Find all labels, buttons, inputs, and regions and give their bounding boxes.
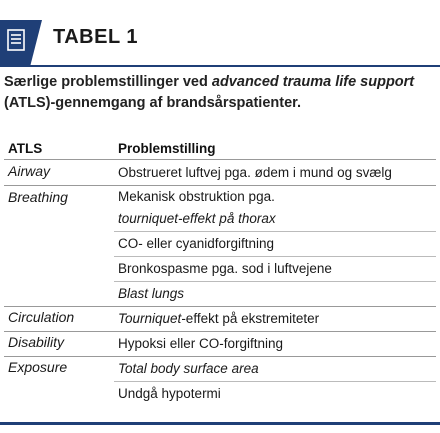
column-header-atls: ATLS — [8, 141, 43, 156]
category-circulation: Circulation — [8, 309, 75, 325]
table-caption — [4, 72, 432, 114]
header-rule — [0, 65, 440, 67]
column-header-problem: Problemstilling — [118, 141, 216, 156]
category-disability: Disability — [8, 334, 65, 350]
problem-item-text: tourniquet-effekt på thorax — [118, 211, 276, 226]
caption-text-2: (ATLS)-gennemgang af brandsårspatienter. — [4, 95, 302, 111]
document-icon — [7, 29, 25, 51]
problem-item: Obstrueret luftvej pga. ødem i mund og svælg — [118, 165, 392, 180]
table-header — [0, 0, 440, 66]
problem-item-italic: Tourniquet — [118, 311, 182, 326]
problem-cell — [118, 281, 436, 306]
problem-cell — [118, 356, 436, 381]
problem-item — [118, 208, 436, 230]
problem-item: Blast lungs — [118, 286, 185, 301]
problem-item: CO- eller cyanidforgiftning — [118, 236, 275, 251]
problem-cell — [118, 160, 436, 185]
problem-cell — [118, 186, 436, 230]
category-breathing: Breathing — [8, 189, 68, 205]
bottom-rule — [0, 422, 440, 425]
problem-item: Tourniquet-effekt på ekstremiteter — [118, 311, 320, 326]
category-exposure: Exposure — [8, 359, 68, 375]
problem-item: Hypoksi eller CO-forgiftning — [118, 336, 284, 351]
problem-cell — [118, 231, 436, 256]
category-airway: Airway — [8, 163, 51, 179]
table-title: TABEL 1 — [53, 26, 138, 48]
problem-cell — [118, 331, 436, 356]
caption-italic: advanced trauma life support — [211, 74, 415, 90]
problem-cell — [118, 256, 436, 281]
caption-text-1: Særlige problemstillinger ved — [4, 74, 212, 90]
problem-item: Bronkospasme pga. sod i luftvejene — [118, 261, 332, 276]
problem-cell — [118, 381, 436, 406]
problem-cell — [118, 306, 436, 331]
problem-item: Total body surface area — [118, 361, 259, 376]
problem-item: Undgå hypotermi — [118, 386, 221, 401]
problem-item: Mekanisk obstruktion pga. — [118, 189, 275, 204]
